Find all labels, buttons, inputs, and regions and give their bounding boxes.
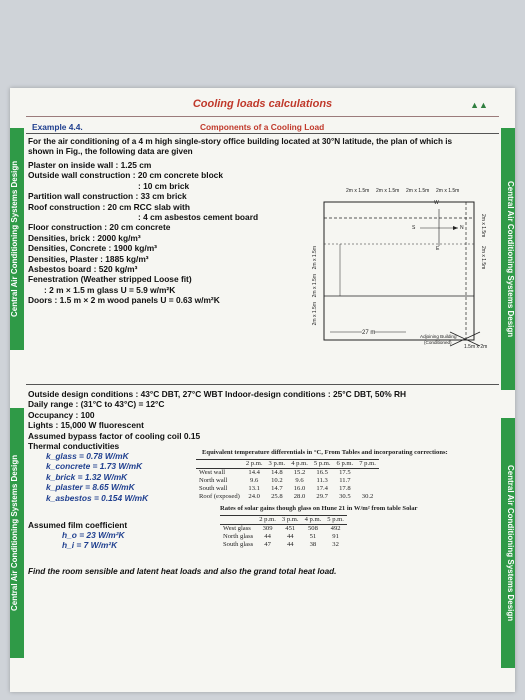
example-divider (26, 133, 499, 134)
given-data-line-10: Densities, Plaster : 1885 kg/m³ (28, 253, 149, 264)
etd-table-header-cell: 4 p.m. (288, 460, 311, 469)
plan-top-window-1: 2m x 1.5m (346, 188, 370, 194)
plan-right-window-1: 2m x 1.5m (480, 214, 486, 238)
solar-table-cell: 38 (309, 541, 317, 548)
condition-line-4: Lights : 15,000 W fluorescent (28, 420, 144, 431)
film-ho: h_o = 23 W/m²K (62, 530, 125, 540)
solar-table-cell: 44 (286, 533, 294, 540)
given-data-line-2: Outside wall construction : 20 cm concrete block (28, 170, 224, 181)
solar-table-header-cell: 5 p.m. (324, 516, 347, 525)
given-data-line-12: Fenestration (Weather stripped Loose fit) (28, 274, 192, 285)
plan-left-window-1: 2m x 1.5m (312, 246, 318, 270)
solar-table-cell: 492 (330, 525, 341, 532)
compass-north: N (460, 225, 464, 231)
solar-table-cell: 91 (332, 533, 339, 540)
solar-table-cell: West glass (223, 525, 251, 532)
given-data-line-7: Floor construction : 20 cm concrete (28, 222, 171, 233)
solar-table-cell: 309 (262, 525, 273, 532)
side-banner-right-top: Central Air Conditioning Systems Design (501, 128, 515, 390)
given-data-line-6: : 4 cm asbestos cement board (138, 212, 259, 222)
given-data-line-5: Roof construction : 20 cm RCC slab with (28, 201, 190, 212)
etd-table-cell: West wall (199, 469, 226, 476)
etd-table-header-cell: 7 p.m. (356, 460, 379, 469)
etd-table-caption: Equivalent temperature differentials in °C, From Tables and incorporating corrections: (202, 449, 448, 456)
etd-table-cell: 9.6 (295, 477, 304, 484)
given-data-line-13: : 2 m × 1.5 m glass U = 5.9 w/m²K (44, 284, 176, 295)
compass-east: E (436, 246, 440, 252)
given-data-line-8: Densities, brick : 2000 kg/m³ (28, 232, 141, 243)
etd-table-cell: Roof (exposed) (199, 493, 240, 500)
etd-table-cell: 16.5 (316, 469, 328, 476)
conductivity-line-5: k_asbestos = 0.154 W/mK (46, 492, 149, 503)
plan-top-window-4: 2m x 1.5m (436, 188, 460, 194)
plan-left-window-3: 2m x 1.5m (312, 302, 318, 326)
plan-adjoining-sub: (Conditioned) (424, 340, 452, 345)
etd-table-cell: 10.2 (271, 477, 283, 484)
given-data-line-4: Partition wall construction : 33 cm brick (28, 191, 187, 202)
etd-table-cell: 29.7 (316, 493, 328, 500)
etd-table-header-cell (196, 460, 243, 469)
etd-table-header-cell: 5 p.m. (311, 460, 334, 469)
example-subtitle: Components of a Cooling Load (200, 122, 325, 132)
etd-table-cell: 11.7 (339, 477, 351, 484)
plan-left-window-2: 2m x 1.5m (312, 274, 318, 298)
etd-table-row (196, 477, 379, 485)
condition-line-5: Assumed bypass factor of cooling coil 0.15 (28, 430, 201, 441)
etd-table-cell: 15.2 (293, 469, 306, 476)
film-coefficient-label: Assumed film coefficient (28, 520, 128, 530)
section-divider (26, 384, 499, 385)
university-logo: ▲▲ (470, 100, 488, 110)
plan-drawing (310, 184, 492, 352)
etd-table-cell: 14.7 (271, 485, 283, 492)
etd-table-cell: 17.8 (339, 485, 351, 492)
page-title: Cooling loads calculations (192, 98, 333, 110)
etd-table-header-cell: 2 p.m. (243, 460, 266, 469)
etd-table-row (196, 485, 379, 493)
plan-adjoining-label: Adjoining Building (420, 334, 457, 339)
given-data-line-14: Doors : 1.5 m × 2 m wood panels U = 0.63 w/m²K (28, 295, 220, 306)
etd-table-cell (356, 477, 379, 485)
compass-west: W (434, 200, 439, 206)
conductivity-line-3: k_brick = 1.32 W/mK (46, 471, 128, 482)
problem-line-2: shown in Fig., the following data are given (28, 147, 193, 156)
solar-table-header-cell: 2 p.m. (256, 516, 279, 525)
etd-table-cell: 30.2 (361, 493, 374, 500)
etd-table-header-cell: 6 p.m. (334, 460, 357, 469)
solar-table-header-cell: 3 p.m. (279, 516, 302, 525)
solar-table-row (220, 525, 347, 534)
etd-table-cell: 14.4 (248, 469, 260, 476)
solar-table-cell: 44 (264, 533, 271, 540)
etd-table-cell: 16.0 (293, 485, 306, 492)
etd-table-cell: 28.0 (293, 493, 306, 500)
etd-table-header-cell: 3 p.m. (266, 460, 289, 469)
title-divider (26, 116, 499, 117)
building-plan-diagram (310, 184, 492, 352)
solar-table-row (220, 541, 347, 549)
conductivity-line-2: k_concrete = 1.73 W/mK (46, 461, 143, 472)
etd-table-row (196, 469, 379, 478)
document-page (10, 88, 515, 692)
solar-table (220, 515, 347, 549)
question-text: Find the room sensible and latent heat loads and also the grand total heat load. (28, 567, 337, 576)
etd-table-cell: 9.6 (250, 477, 259, 484)
etd-table-cell (356, 485, 379, 493)
condition-line-2: Daily range : (31°C to 43°C) = 12°C (28, 399, 165, 410)
etd-table (196, 459, 379, 501)
problem-line-1: For the air conditioning of a 4 m high single-story office building located at 30°N latitude, the plan of which is (28, 137, 453, 146)
solar-table-row (220, 533, 347, 541)
side-banner-left-bottom: Central Air Conditioning Systems Design (10, 408, 24, 658)
solar-table-cell: North glass (223, 533, 254, 540)
given-data-line-9: Densities, Concrete : 1900 kg/m³ (28, 243, 157, 254)
example-label: Example 4.4. (32, 122, 83, 132)
etd-table-cell: 13.1 (248, 485, 260, 492)
etd-table-cell: 30.5 (339, 493, 351, 500)
plan-right-window-2: 2m x 1.5m (480, 246, 486, 270)
condition-line-3: Occupancy : 100 (28, 409, 95, 420)
given-data-line-11: Asbestos board : 520 kg/m³ (28, 264, 138, 274)
etd-table-cell: 24.0 (248, 493, 260, 500)
given-data-line-3: : 10 cm brick (138, 180, 190, 191)
condition-line-6: Thermal conductivities (28, 441, 120, 451)
given-data-line-1: Plaster on inside wall : 1.25 cm (28, 160, 152, 170)
solar-table-header-cell (220, 516, 256, 525)
solar-table-cell: 508 (307, 525, 318, 532)
solar-table-cell: 47 (264, 541, 271, 548)
plan-top-window-3: 2m x 1.5m (406, 188, 430, 194)
etd-table-cell: 14.8 (271, 469, 283, 476)
condition-line-1: Outside design conditions : 43°C DBT, 27°C WBT Indoor-design conditions : 25°C DBT, 50% RH (28, 389, 407, 399)
plan-door-right: 1.5m x 2m (464, 344, 488, 350)
solar-table-cell: 44 (286, 541, 294, 548)
conductivity-line-4: k_plaster = 8.65 W/mK (46, 482, 135, 493)
conductivity-line-1: k_glass = 0.78 W/mK (46, 451, 129, 461)
etd-table-cell: 17.4 (316, 485, 328, 492)
film-hi: h_i = 7 W/m²K (62, 540, 118, 550)
etd-table-row (196, 493, 379, 501)
plan-top-window-2: 2m x 1.5m (376, 188, 400, 194)
solar-table-cell: 51 (309, 533, 317, 540)
etd-table-cell (356, 469, 379, 478)
plan-length-label: 27 m (362, 330, 376, 336)
etd-table-cell: 11.3 (316, 477, 328, 484)
side-banner-right-bottom: Central Air Conditioning Systems Design (501, 418, 515, 668)
solar-table-header-cell: 4 p.m. (302, 516, 325, 525)
solar-table-cell: South glass (223, 541, 254, 548)
solar-table-cell: 32 (332, 541, 339, 548)
etd-table-cell: 17.5 (339, 469, 351, 476)
side-banner-left-top: Central Air Conditioning Systems Design (10, 128, 24, 350)
etd-table-cell: South wall (199, 485, 228, 492)
etd-table-cell: North wall (199, 477, 228, 484)
solar-table-cell: 451 (285, 525, 296, 532)
etd-table-cell: 25.8 (271, 493, 283, 500)
solar-table-caption: Rates of solar gains though glass on Hune 21 in W/m² from table Solar (220, 505, 418, 512)
compass-south: S (412, 225, 416, 231)
